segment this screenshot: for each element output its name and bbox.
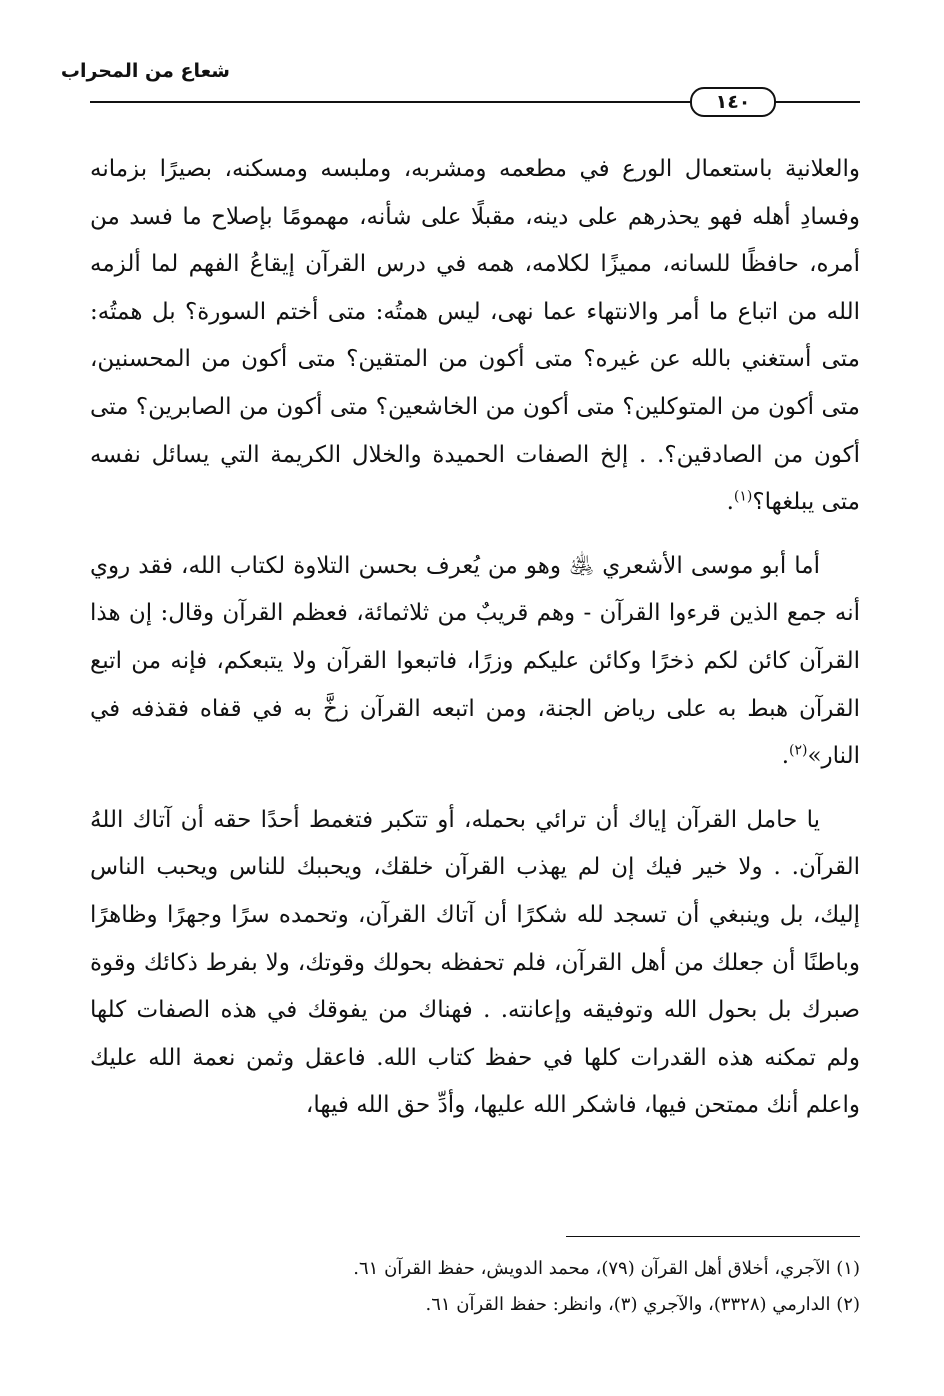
footnote-ref-1: (١) xyxy=(733,488,753,505)
page-number: ١٤٠ xyxy=(690,87,776,117)
footnote-separator xyxy=(566,1236,860,1237)
paragraph-3 xyxy=(90,797,860,1130)
footnotes xyxy=(90,1251,860,1323)
paragraph-1: والعلانية باستعمال الورع في مطعمه ومشربه، وملبسه ومسكنه، بصيرًا بزمانه وفسادِ أهله فهو يحذرهم على دينه، مقبلًا على شأنه، مهمومًا بإصلاح ما فسد من أمره، حافظًا للسانه، مميزًا لكلامه، همه في درس القرآن إيقاعُ الفهم لما ألزمه الله من اتباع ما أمر والانتهاء عما نهى، ليس همتُه: متى أختم السورة؟ بل همتُه: متى أستغني بالله عن غيره؟ متى أكون من المتقين؟ متى أكون من المحسنين، متى أكون من المتوكلين؟ متى أكون من الخاشعين؟ متى أكون من الصابرين؟ متى أكون من الصادقين؟. . إلخ الصفات الحميدة والخلال الكريمة التي يسائل نفسه متى يبلغها؟$^{(١)}$. xyxy=(90,156,860,516)
paragraph-3-text: يا حامل القرآن إياك أن ترائي بحمله، أو تتكبر فتغمط أحدًا حقه أن آتاك اللهُ القرآن. . ولا خير فيك إن لم يهذب القرآن خلقك، ويحببك للناس ويحبب الناس إليك، بل وينبغي أن تسجد لله شكرًا أن آتاك القرآن، وتحمده سرًا وجهرًا وظاهرًا وباطنًا أن جعلك من أهل القرآن، فلم تحفظه بحولك وقوتك، ولا بفرط ذكائك وقوة صبرك بل بحول الله وتوفيقه وإعانته. . فهناك من يفوقك في هذه الصفات كلها ولم تمكنه هذه القدرات كلها في حفظ كتاب الله. فاعقل وثمن نعمة الله عليك واعلم أنك ممتحن فيها، فاشكر الله عليها، وأدِّ حق الله فيها، xyxy=(90,806,860,1119)
footnote-ref-2: (٢) xyxy=(789,742,808,759)
main-text xyxy=(90,146,860,1130)
running-title: شعاع من المحراب xyxy=(60,60,230,82)
footnote-1: (١) الآجري، أخلاق أهل القرآن (٧٩)، محمد الدويش، حفظ القرآن ٦١. xyxy=(353,1258,860,1279)
paragraph-2: أما أبو موسى الأشعري ﵁ وهو من يُعرف بحسن التلاوة لكتاب الله، فقد روي أنه جمع الذين قرءوا القرآن - وهم قريبٌ من ثلاثمائة، فعظم القرآن وقال: إن هذا القرآن كائن لكم ذخرًا وكائن عليكم وزرًا، فاتبعوا القرآن ولا يتبعكم، فإنه من اتبع القرآن هبط به على رياض الجنة، ومن اتبعه القرآن زخَّ به في قفاه فقذفه في النار»$^{(٢)}$. xyxy=(90,552,860,770)
paragraph-1-text: والعلانية باستعمال الورع في مطعمه ومشربه، وملبسه ومسكنه، بصيرًا بزمانه وفسادِ أهله فهو يحذرهم على دينه، مقبلًا على شأنه، مهمومًا بإصلاح ما فسد من أمره، حافظًا للسانه، مميزًا لكلامه، همه في درس القرآن إيقاعُ الفهم لما ألزمه الله من اتباع ما أمر والانتهاء عما نهى، ليس همتُه: متى أختم السورة؟ بل همتُه: متى أستغني بالله عن غيره؟ متى أكون من المتقين؟ متى أكون من المحسنين، متى أكون من المتوكلين؟ متى أكون من الخاشعين؟ متى أكون من الصابرين؟ متى أكون من الصادقين؟. . إلخ الصفات الحميدة والخلال الكريمة التي يسائل نفسه متى يبلغها؟ xyxy=(90,156,860,516)
footnote-2: (٢) الدارمي (٣٣٢٨)، والآجري (٣)، وانظر: حفظ القرآن ٦١. xyxy=(425,1294,860,1315)
paragraph-2-text: أما أبو موسى الأشعري ﵁ وهو من يُعرف بحسن التلاوة لكتاب الله، فقد روي أنه جمع الذين قرءوا القرآن - وهم قريبٌ من ثلاثمائة، فعظم القرآن وقال: إن هذا القرآن كائن لكم ذخرًا وكائن عليكم وزرًا، فاتبعوا القرآن ولا يتبعكم، فإنه من اتبع القرآن هبط به على رياض الجنة، ومن اتبعه القرآن زخَّ به في قفاه فقذفه في النار» xyxy=(90,552,860,770)
page-header xyxy=(60,60,860,120)
